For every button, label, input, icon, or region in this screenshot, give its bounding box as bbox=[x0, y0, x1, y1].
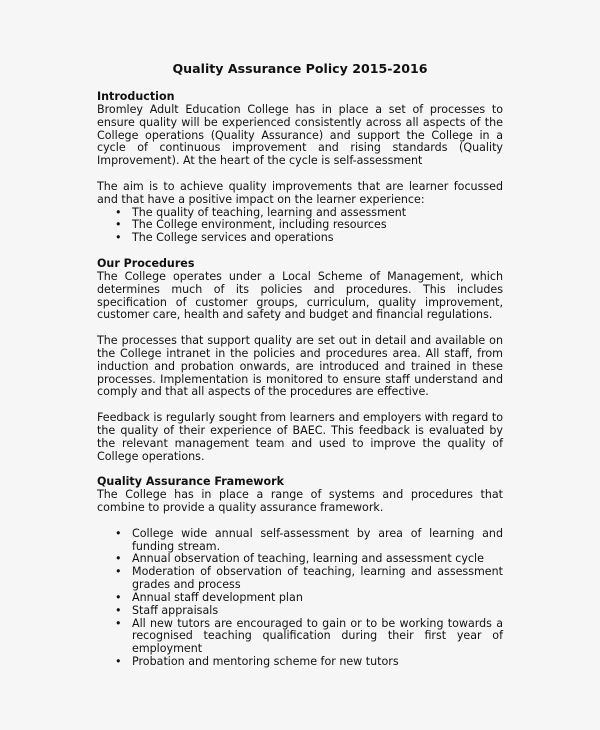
list-item: • Staff appraisals bbox=[115, 603, 219, 617]
bullet-icon: • bbox=[115, 552, 122, 566]
bullet-icon: • bbox=[115, 231, 122, 245]
bullet-icon: • bbox=[115, 616, 122, 630]
document-body bbox=[97, 61, 503, 669]
list-item: • The quality of teaching, learning and assessment bbox=[115, 205, 407, 219]
framework-heading: Quality Assurance Framework bbox=[97, 475, 284, 489]
bullet-icon: • bbox=[115, 590, 122, 604]
list-item: • Annual observation of teaching, learning and assessment cycle bbox=[115, 552, 484, 566]
aim-paragraph: The aim is to achieve quality improvements that are learner focussed and that have a positive impact on the learner experience: bbox=[97, 179, 503, 206]
list-item: • College wide annual self-assessment by area of learning and funding stream. bbox=[115, 526, 503, 553]
aim-bullet-list bbox=[97, 207, 503, 246]
bullet-icon: • bbox=[115, 218, 122, 232]
framework-bullet-list bbox=[97, 528, 503, 669]
bullet-icon: • bbox=[115, 205, 122, 219]
procedures-paragraph-2: The processes that support quality are set out in detail and available on the College intranet in the policies and procedures area. All staff, from induction and probation onwards, are introduced and trained in these processes. Implementation is monitored to ensure staff understand and comply and that all aspects of the procedures are effective. bbox=[97, 334, 503, 399]
introduction-heading: Introduction bbox=[97, 90, 175, 103]
list-item: • All new tutors are encouraged to gain or to be working towards a recognised teaching qualification during their first year of employment bbox=[115, 616, 503, 656]
list-item: • Probation and mentoring scheme for new tutors bbox=[115, 655, 399, 669]
list-item: • Moderation of observation of teaching, learning and assessment grades and process bbox=[115, 565, 503, 592]
list-item: • The College services and operations bbox=[115, 231, 334, 245]
procedures-paragraph-1: The College operates under a Local Scheme of Management, which determines much of its policies and procedures. This includes specification of customer groups, curriculum, quality improvement, customer care, health and safety and budget and financial regulations. bbox=[97, 269, 503, 322]
procedures-paragraph-3: Feedback is regularly sought from learners and employers with regard to the quality of their experience of BAEC. This feedback is evaluated by the relevant management team and used to improve the quality of College operations. bbox=[97, 411, 503, 463]
bullet-icon: • bbox=[115, 603, 122, 617]
procedures-heading: Our Procedures bbox=[97, 256, 195, 270]
bullet-icon: • bbox=[115, 565, 122, 579]
framework-paragraph: The College has in place a range of systems and procedures that combine to provide a quality assurance framework. bbox=[97, 488, 503, 514]
list-item: • The College environment, including resources bbox=[115, 218, 387, 232]
bullet-icon: • bbox=[115, 655, 122, 669]
list-item: • Annual staff development plan bbox=[115, 590, 303, 604]
introduction-paragraph: Bromley Adult Education College has in place a set of processes to ensure quality will be experienced consistently across all aspects of the College operations (Quality Assurance) and support the College in a cycle of continuous improvement and rising standards (Quality Improvement). At the heart of the cycle is self-assessment bbox=[97, 102, 503, 168]
bullet-icon: • bbox=[115, 526, 122, 540]
document-title: Quality Assurance Policy 2015-2016 bbox=[172, 61, 428, 76]
